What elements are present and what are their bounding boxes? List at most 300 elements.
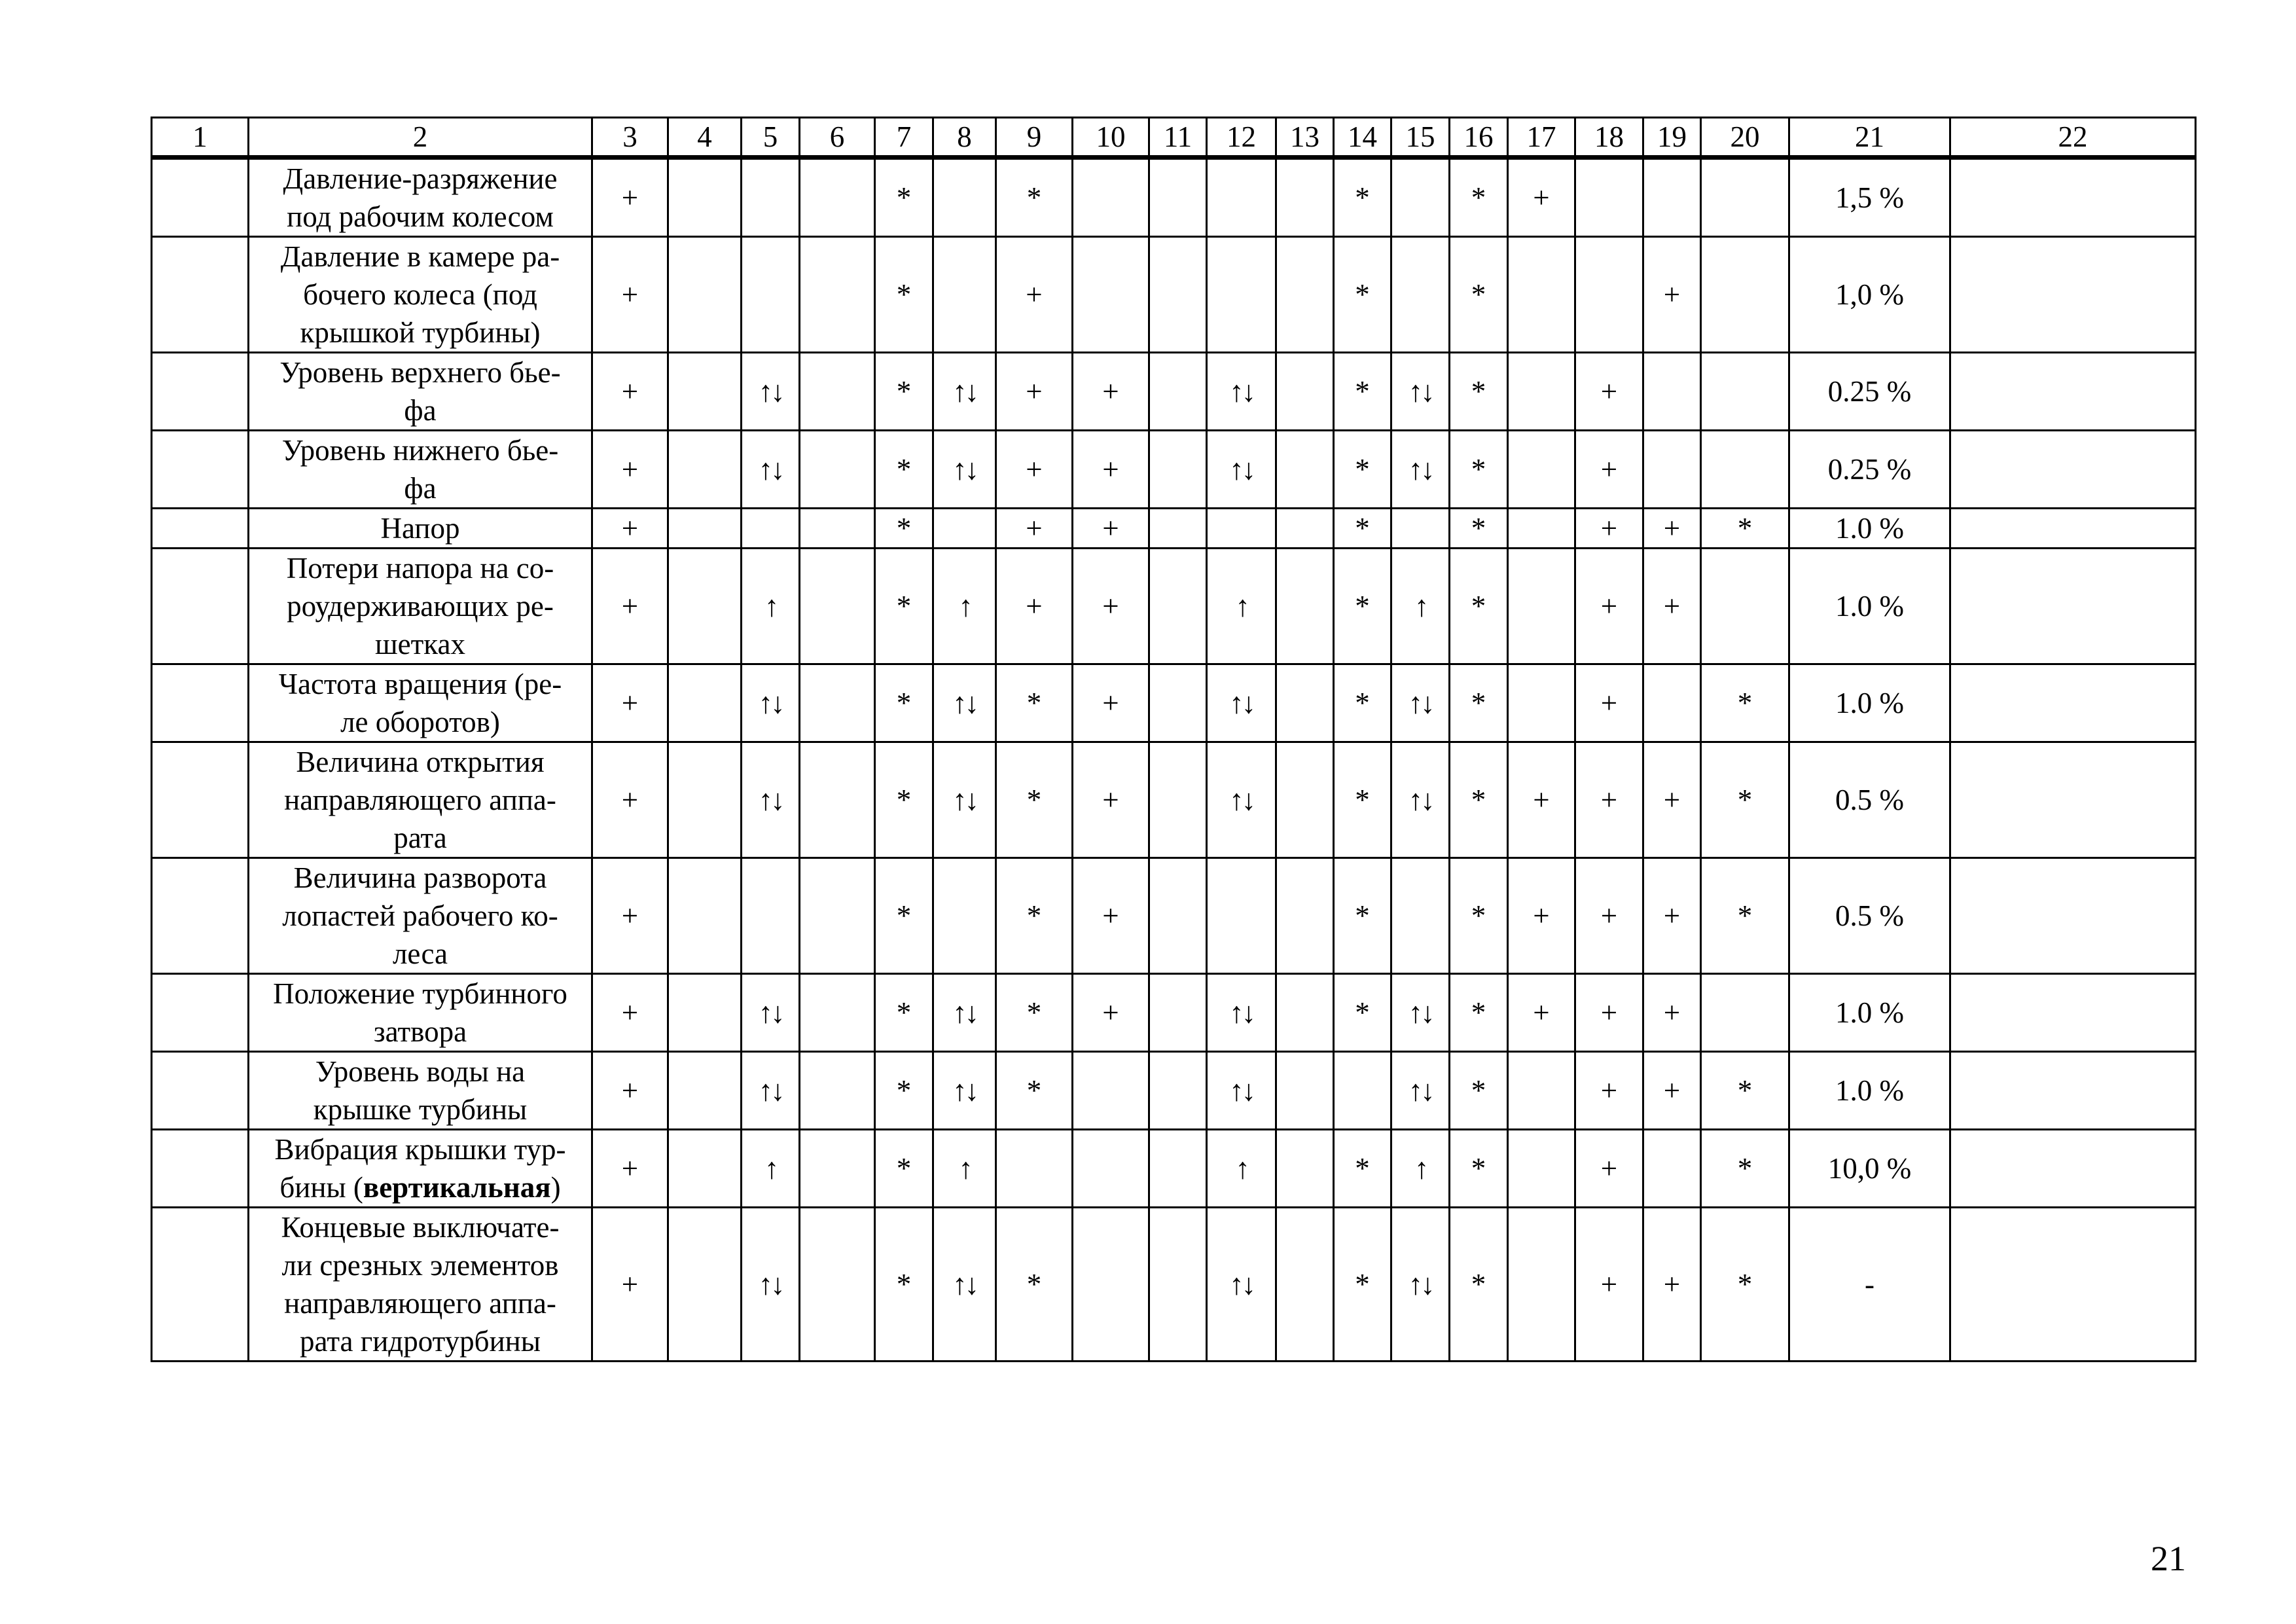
- mark-cell: +: [592, 1208, 668, 1362]
- mark-cell: [800, 974, 875, 1052]
- mark-cell: [1508, 664, 1575, 742]
- mark-cell: *: [1450, 1130, 1508, 1208]
- mark-cell: *: [1701, 1130, 1789, 1208]
- mark-cell: *: [1334, 509, 1391, 549]
- row-number-cell: [152, 1208, 249, 1362]
- mark-cell: [1508, 1052, 1575, 1130]
- mark-cell: +: [1575, 431, 1643, 509]
- mark-cell: [1276, 974, 1334, 1052]
- parameter-name-line: затвора: [373, 1015, 467, 1048]
- mark-cell: [1508, 431, 1575, 509]
- mark-cell: [668, 431, 742, 509]
- row-number-cell: [152, 974, 249, 1052]
- mark-cell: [1149, 353, 1207, 431]
- mark-cell: [1207, 509, 1276, 549]
- mark-cell: ↑: [1207, 1130, 1276, 1208]
- accuracy-cell: 0.5 %: [1789, 858, 1950, 974]
- mark-cell: [800, 664, 875, 742]
- row-number-cell: [152, 664, 249, 742]
- mark-cell: *: [1450, 431, 1508, 509]
- mark-cell: *: [875, 549, 933, 664]
- mark-cell: ↑↓: [1207, 974, 1276, 1052]
- row-number-cell: [152, 858, 249, 974]
- mark-cell: ↑↓: [1207, 1052, 1276, 1130]
- column-header: 7: [875, 118, 933, 158]
- mark-cell: [933, 509, 996, 549]
- mark-cell: +: [1575, 1130, 1643, 1208]
- mark-cell: [1149, 974, 1207, 1052]
- row-number-cell: [152, 1130, 249, 1208]
- mark-cell: *: [996, 974, 1073, 1052]
- table-row: [152, 974, 2196, 1052]
- mark-cell: ↑↓: [1207, 664, 1276, 742]
- column-header: 22: [1950, 118, 2196, 158]
- parameter-name-line: роудерживающих ре-: [287, 590, 554, 623]
- column-header: 3: [592, 118, 668, 158]
- mark-cell: *: [875, 509, 933, 549]
- mark-cell: +: [592, 549, 668, 664]
- mark-cell: +: [1643, 974, 1701, 1052]
- mark-cell: ↑↓: [1207, 431, 1276, 509]
- mark-cell: *: [875, 1052, 933, 1130]
- notes-cell: [1950, 158, 2196, 237]
- mark-cell: [1701, 549, 1789, 664]
- parameter-name-line: под рабочим колесом: [287, 200, 554, 233]
- notes-cell: [1950, 1130, 2196, 1208]
- mark-cell: [1073, 1052, 1149, 1130]
- notes-cell: [1950, 237, 2196, 353]
- mark-cell: ↑↓: [933, 1208, 996, 1362]
- parameter-name-cell: [249, 1130, 592, 1208]
- mark-cell: *: [996, 1052, 1073, 1130]
- mark-cell: ↑: [1207, 549, 1276, 664]
- mark-cell: ↑↓: [1391, 974, 1450, 1052]
- row-number-cell: [152, 353, 249, 431]
- parameter-name-cell: [249, 742, 592, 858]
- mark-cell: [1149, 1052, 1207, 1130]
- column-header: 4: [668, 118, 742, 158]
- parameter-name-cell: [249, 1208, 592, 1362]
- mark-cell: +: [1073, 509, 1149, 549]
- mark-cell: *: [1334, 353, 1391, 431]
- mark-cell: [1149, 237, 1207, 353]
- parameter-name-line: Уровень нижнего бье-: [281, 434, 559, 467]
- mark-cell: [800, 353, 875, 431]
- parameter-name-line: фа: [404, 394, 437, 427]
- mark-cell: *: [996, 1208, 1073, 1362]
- mark-cell: ↑: [933, 549, 996, 664]
- mark-cell: [800, 1208, 875, 1362]
- mark-cell: +: [1508, 974, 1575, 1052]
- mark-cell: +: [592, 974, 668, 1052]
- mark-cell: [668, 353, 742, 431]
- mark-cell: +: [1508, 742, 1575, 858]
- mark-cell: +: [592, 237, 668, 353]
- mark-cell: +: [1575, 858, 1643, 974]
- mark-cell: [1575, 158, 1643, 237]
- mark-cell: [1643, 158, 1701, 237]
- mark-cell: [1334, 1052, 1391, 1130]
- column-header: 9: [996, 118, 1073, 158]
- mark-cell: +: [996, 549, 1073, 664]
- mark-cell: +: [592, 1130, 668, 1208]
- mark-cell: [668, 509, 742, 549]
- mark-cell: ↑↓: [933, 353, 996, 431]
- mark-cell: *: [1701, 1208, 1789, 1362]
- mark-cell: [1643, 353, 1701, 431]
- mark-cell: [1508, 237, 1575, 353]
- mark-cell: ↑↓: [933, 1052, 996, 1130]
- mark-cell: [1701, 431, 1789, 509]
- mark-cell: *: [875, 858, 933, 974]
- parameter-name-cell: [249, 974, 592, 1052]
- mark-cell: +: [592, 1052, 668, 1130]
- mark-cell: [1701, 353, 1789, 431]
- mark-cell: *: [1334, 664, 1391, 742]
- accuracy-cell: 0.25 %: [1789, 353, 1950, 431]
- column-header: 8: [933, 118, 996, 158]
- parameters-table: [151, 117, 2197, 1362]
- mark-cell: [1508, 549, 1575, 664]
- mark-cell: [1508, 353, 1575, 431]
- parameter-name-line: шетках: [375, 628, 465, 660]
- mark-cell: [742, 237, 800, 353]
- column-header: 10: [1073, 118, 1149, 158]
- parameter-name-line: Положение турбинного: [273, 977, 567, 1010]
- parameter-name-cell: [249, 353, 592, 431]
- notes-cell: [1950, 353, 2196, 431]
- mark-cell: ↑: [742, 1130, 800, 1208]
- table-row: [152, 858, 2196, 974]
- mark-cell: [1391, 237, 1450, 353]
- parameter-name-cell: [249, 549, 592, 664]
- mark-cell: *: [1450, 974, 1508, 1052]
- mark-cell: +: [1575, 742, 1643, 858]
- parameter-name-cell: [249, 509, 592, 549]
- mark-cell: +: [1575, 1208, 1643, 1362]
- mark-cell: ↑↓: [742, 431, 800, 509]
- mark-cell: +: [1073, 742, 1149, 858]
- accuracy-cell: 1.0 %: [1789, 549, 1950, 664]
- mark-cell: *: [1450, 158, 1508, 237]
- mark-cell: [1149, 509, 1207, 549]
- mark-cell: [1391, 858, 1450, 974]
- parameter-name-line: Напор: [380, 512, 460, 545]
- mark-cell: ↑↓: [742, 1208, 800, 1362]
- mark-cell: [742, 158, 800, 237]
- column-header: 18: [1575, 118, 1643, 158]
- mark-cell: [1276, 1208, 1334, 1362]
- mark-cell: *: [1701, 858, 1789, 974]
- mark-cell: [1073, 1208, 1149, 1362]
- mark-cell: [933, 237, 996, 353]
- mark-cell: ↑: [742, 549, 800, 664]
- parameter-name-line: направляющего аппа-: [284, 1287, 556, 1320]
- mark-cell: +: [1575, 1052, 1643, 1130]
- mark-cell: +: [1643, 549, 1701, 664]
- column-header: 5: [742, 118, 800, 158]
- mark-cell: [1508, 1208, 1575, 1362]
- parameter-name-line: ли срезных элементов: [281, 1249, 559, 1282]
- mark-cell: [1149, 1130, 1207, 1208]
- mark-cell: [1276, 1130, 1334, 1208]
- column-header: 12: [1207, 118, 1276, 158]
- mark-cell: [800, 509, 875, 549]
- column-header: 13: [1276, 118, 1334, 158]
- table-row: [152, 664, 2196, 742]
- notes-cell: [1950, 974, 2196, 1052]
- table-row: [152, 431, 2196, 509]
- mark-cell: +: [592, 158, 668, 237]
- table-row: [152, 237, 2196, 353]
- mark-cell: [1276, 858, 1334, 974]
- mark-cell: +: [1073, 549, 1149, 664]
- mark-cell: *: [1334, 158, 1391, 237]
- mark-cell: +: [1575, 509, 1643, 549]
- mark-cell: *: [1450, 1208, 1508, 1362]
- mark-cell: [1073, 158, 1149, 237]
- mark-cell: ↑↓: [742, 742, 800, 858]
- mark-cell: *: [1450, 1052, 1508, 1130]
- accuracy-cell: 1,0 %: [1789, 237, 1950, 353]
- mark-cell: [1149, 549, 1207, 664]
- row-number-cell: [152, 509, 249, 549]
- parameter-name-line: направляющего аппа-: [284, 784, 556, 816]
- mark-cell: *: [1450, 664, 1508, 742]
- mark-cell: [668, 858, 742, 974]
- mark-cell: [1508, 1130, 1575, 1208]
- mark-cell: [1207, 858, 1276, 974]
- mark-cell: [1391, 158, 1450, 237]
- mark-cell: [1276, 509, 1334, 549]
- parameter-name-line: бочего колеса (под: [303, 278, 537, 311]
- mark-cell: +: [1643, 1052, 1701, 1130]
- mark-cell: [668, 742, 742, 858]
- parameter-name-line: Вибрация крышки тур-: [274, 1133, 566, 1166]
- mark-cell: [800, 858, 875, 974]
- mark-cell: ↑↓: [1207, 1208, 1276, 1362]
- mark-cell: +: [1643, 1208, 1701, 1362]
- mark-cell: ↑↓: [1207, 742, 1276, 858]
- mark-cell: *: [875, 664, 933, 742]
- row-number-cell: [152, 158, 249, 237]
- column-header: 14: [1334, 118, 1391, 158]
- mark-cell: [668, 974, 742, 1052]
- mark-cell: [1508, 509, 1575, 549]
- mark-cell: +: [1643, 509, 1701, 549]
- mark-cell: *: [1701, 1052, 1789, 1130]
- mark-cell: [1276, 664, 1334, 742]
- parameter-name-line: Уровень верхнего бье-: [279, 356, 561, 389]
- mark-cell: ↑↓: [1391, 431, 1450, 509]
- mark-cell: [1276, 237, 1334, 353]
- mark-cell: *: [1450, 858, 1508, 974]
- mark-cell: +: [592, 353, 668, 431]
- mark-cell: [800, 549, 875, 664]
- accuracy-cell: 1.0 %: [1789, 1052, 1950, 1130]
- mark-cell: +: [996, 509, 1073, 549]
- table-row: [152, 509, 2196, 549]
- mark-cell: *: [875, 158, 933, 237]
- mark-cell: [668, 1208, 742, 1362]
- mark-cell: *: [1334, 1208, 1391, 1362]
- mark-cell: [1073, 1130, 1149, 1208]
- table-row: [152, 742, 2196, 858]
- mark-cell: ↑↓: [1391, 1208, 1450, 1362]
- mark-cell: ↑↓: [933, 974, 996, 1052]
- accuracy-cell: 1.0 %: [1789, 664, 1950, 742]
- parameter-name-line: бины (: [279, 1171, 363, 1204]
- parameter-name-line: Потери напора на со-: [286, 552, 554, 585]
- mark-cell: [1207, 237, 1276, 353]
- parameter-name-line: Величина открытия: [296, 746, 545, 778]
- mark-cell: ↑↓: [742, 974, 800, 1052]
- mark-cell: +: [1073, 431, 1149, 509]
- mark-cell: [668, 1130, 742, 1208]
- notes-cell: [1950, 549, 2196, 664]
- table-row: [152, 1208, 2196, 1362]
- parameter-name-suffix: ): [550, 1171, 561, 1204]
- mark-cell: [800, 742, 875, 858]
- mark-cell: [668, 664, 742, 742]
- mark-cell: ↑↓: [742, 353, 800, 431]
- table-row: [152, 158, 2196, 237]
- mark-cell: *: [1334, 549, 1391, 664]
- mark-cell: [800, 431, 875, 509]
- column-header: 19: [1643, 118, 1701, 158]
- mark-cell: *: [1334, 1130, 1391, 1208]
- mark-cell: *: [1334, 431, 1391, 509]
- mark-cell: ↑↓: [1391, 742, 1450, 858]
- accuracy-cell: 1,5 %: [1789, 158, 1950, 237]
- parameter-name-cell: [249, 858, 592, 974]
- notes-cell: [1950, 431, 2196, 509]
- parameter-name-cell: [249, 1052, 592, 1130]
- parameter-name-line: Давление-разряжение: [283, 162, 558, 195]
- mark-cell: [1391, 509, 1450, 549]
- mark-cell: +: [1073, 858, 1149, 974]
- mark-cell: +: [592, 858, 668, 974]
- mark-cell: *: [1450, 237, 1508, 353]
- parameter-name-line: рата: [393, 821, 447, 854]
- parameter-name-cell: [249, 664, 592, 742]
- accuracy-cell: 1.0 %: [1789, 509, 1950, 549]
- table-body: [152, 158, 2196, 1362]
- accuracy-cell: -: [1789, 1208, 1950, 1362]
- mark-cell: [1276, 742, 1334, 858]
- mark-cell: [1701, 158, 1789, 237]
- mark-cell: ↑: [933, 1130, 996, 1208]
- mark-cell: +: [592, 431, 668, 509]
- mark-cell: [742, 509, 800, 549]
- mark-cell: [1276, 549, 1334, 664]
- mark-cell: *: [1334, 237, 1391, 353]
- mark-cell: +: [1073, 974, 1149, 1052]
- mark-cell: *: [996, 664, 1073, 742]
- notes-cell: [1950, 742, 2196, 858]
- table-row: [152, 1052, 2196, 1130]
- mark-cell: +: [1073, 353, 1149, 431]
- mark-cell: [1276, 431, 1334, 509]
- mark-cell: *: [1334, 974, 1391, 1052]
- notes-cell: [1950, 858, 2196, 974]
- mark-cell: *: [996, 858, 1073, 974]
- notes-cell: [1950, 509, 2196, 549]
- parameter-name-line: леса: [392, 937, 448, 970]
- column-header: 21: [1789, 118, 1950, 158]
- mark-cell: ↑↓: [933, 742, 996, 858]
- mark-cell: ↑↓: [1207, 353, 1276, 431]
- mark-cell: +: [1643, 237, 1701, 353]
- mark-cell: *: [1701, 664, 1789, 742]
- mark-cell: [1149, 158, 1207, 237]
- column-header: 17: [1508, 118, 1575, 158]
- mark-cell: *: [875, 974, 933, 1052]
- column-header: 2: [249, 118, 592, 158]
- page-number: 21: [2151, 1539, 2186, 1578]
- mark-cell: +: [1508, 158, 1575, 237]
- mark-cell: +: [1575, 974, 1643, 1052]
- mark-cell: [668, 237, 742, 353]
- mark-cell: [933, 858, 996, 974]
- mark-cell: [800, 1052, 875, 1130]
- mark-cell: *: [875, 1130, 933, 1208]
- mark-cell: [800, 237, 875, 353]
- mark-cell: +: [996, 431, 1073, 509]
- mark-cell: ↑: [1391, 549, 1450, 664]
- mark-cell: +: [1643, 858, 1701, 974]
- table-row: [152, 353, 2196, 431]
- mark-cell: ↑↓: [742, 664, 800, 742]
- column-header: 16: [1450, 118, 1508, 158]
- table-row: [152, 549, 2196, 664]
- table-row: [152, 1130, 2196, 1208]
- mark-cell: ↑↓: [1391, 664, 1450, 742]
- mark-cell: *: [1450, 742, 1508, 858]
- mark-cell: *: [996, 158, 1073, 237]
- mark-cell: *: [1450, 549, 1508, 664]
- mark-cell: [1276, 1052, 1334, 1130]
- mark-cell: +: [1575, 664, 1643, 742]
- column-header: 6: [800, 118, 875, 158]
- parameter-name-line: Уровень воды на: [315, 1055, 526, 1088]
- mark-cell: [668, 1052, 742, 1130]
- mark-cell: *: [875, 742, 933, 858]
- mark-cell: ↑↓: [933, 431, 996, 509]
- mark-cell: *: [1334, 742, 1391, 858]
- mark-cell: +: [996, 237, 1073, 353]
- row-number-cell: [152, 742, 249, 858]
- parameter-name-emphasis: вертикальная: [363, 1171, 551, 1204]
- mark-cell: [1149, 664, 1207, 742]
- mark-cell: [668, 549, 742, 664]
- row-number-cell: [152, 237, 249, 353]
- mark-cell: [1073, 237, 1149, 353]
- notes-cell: [1950, 1208, 2196, 1362]
- mark-cell: [1575, 237, 1643, 353]
- parameter-name-line: Давление в камере ра-: [280, 240, 560, 273]
- parameter-name-line: лопастей рабочего ко-: [282, 899, 558, 932]
- parameter-name-line: Концевые выключате-: [281, 1211, 560, 1244]
- mark-cell: +: [592, 742, 668, 858]
- parameter-name-cell: [249, 431, 592, 509]
- mark-cell: *: [1701, 509, 1789, 549]
- accuracy-cell: 10,0 %: [1789, 1130, 1950, 1208]
- column-header: 1: [152, 118, 249, 158]
- mark-cell: +: [1508, 858, 1575, 974]
- column-header: 20: [1701, 118, 1789, 158]
- mark-cell: [1701, 974, 1789, 1052]
